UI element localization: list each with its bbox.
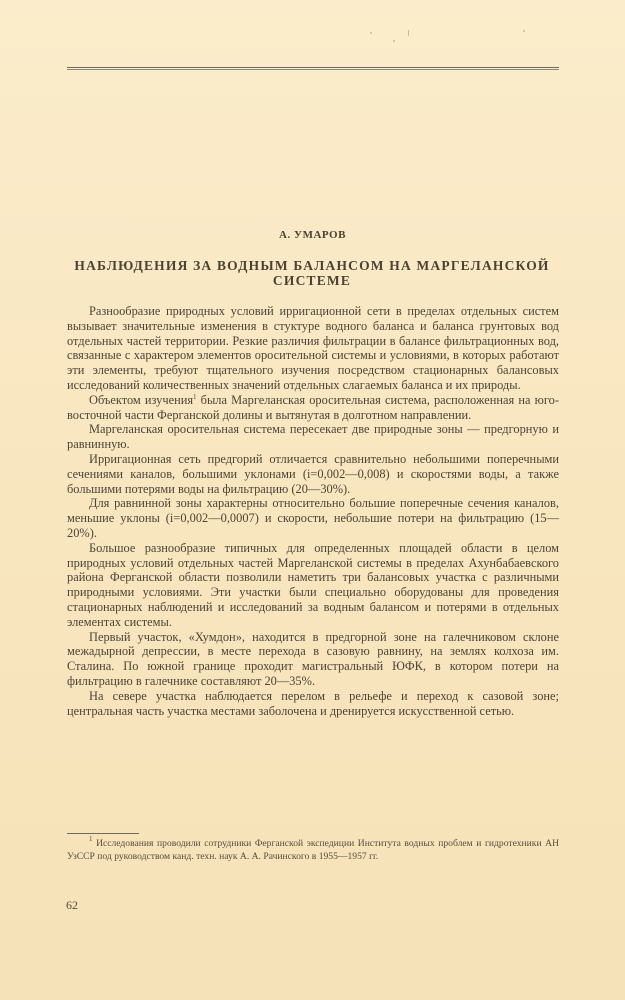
footnote (67, 835, 559, 864)
article-title-line-2: СИСТЕМЕ (272, 273, 352, 288)
paragraph: На севере участка наблюдается перелом в рельефе и переход к сазовой зоне; центральная часть участка местами заболочена и дренируется искусственной сетью. (67, 688, 559, 718)
paper-speck (408, 30, 409, 36)
article-author: А. УМАРОВ (279, 229, 346, 241)
paragraph: Маргеланская оросительная система пересекает две природные зоны — предгорную и равнинную. (67, 422, 559, 452)
paragraph: Большое разнообразие типичных для определенных площадей области в целом природных условий отдельных частей Маргеланской системы в пределах Ахунбабаевского района Ферганской области позволили наметить три балансовых участка с различными природными условиями. Эти участки были специально оборудованы для проведения стационарных наблюдений и исследований за водным балансом и потерями в отдельных элементах системы. (67, 540, 559, 629)
article-title (62, 258, 562, 288)
paragraph-text: Объектом изучения (89, 392, 194, 407)
paragraph-object (67, 393, 559, 423)
footnote-body: Исследования проводили сотрудники Ферганской экспедиции Института водных проблем и гидротехники АН УзССР под руководством канд. техн. наук А. А. Рачинского в 1955—1957 гг. (67, 838, 559, 862)
paper-speck (370, 32, 372, 34)
page-number: 62 (66, 898, 78, 912)
paragraph: Первый участок, «Хумдон», находится в предгорной зоне на галечниковом склоне межадырной депрессии, в месте перехода в сазовую равнину, на землях колхоза им. Сталина. По южной границе проходит магистральный ЮФК, в котором потери на фильтрацию в галечнике составляют 20—35%. (67, 629, 559, 688)
paragraph-text: была Маргеланская оросительная система, расположенная на юго-восточной части Ферганской долины и вытянутая в долготном направлении. (67, 392, 559, 422)
footnote-marker: 1 (89, 835, 93, 843)
footnote-text (67, 835, 559, 864)
article-body (67, 304, 559, 718)
footnote-reference[interactable]: 1 (193, 392, 197, 401)
paragraph: Для равнинной зоны характерны относительно большие поперечные сечения каналов, меньшие уклоны (i=0,002—0,0007) и скорости, небольшие потери на фильтрацию (15—20%). (67, 496, 559, 540)
paper-speck (523, 30, 525, 32)
paragraph: Разнообразие природных условий ирригационной сети в пределах отдельных систем вызывает значительные изменения в стуктуре водного баланса и баланса грунтовых вод отдельных частей территории. Резкие различия фильтрации в балансе фильтрационных вод, связанные с характером элементов оросительной системы и условиями, в которых работают эти элементы, требуют тщательного изучения посредством стационарных балансовых исследований количественных значений отдельных слагаемых баланса и их природы. (67, 304, 559, 392)
header-rule (67, 67, 559, 70)
paper-speck (393, 40, 395, 42)
paragraph: Ирригационная сеть предгорий отличается сравнительно небольшими поперечными сечениями каналов, большими уклонами (i=0,002—0,008) и скоростями воды, а также большими потерями воды на фильтрацию (20—30%). (67, 451, 559, 496)
footnote-rule (67, 833, 139, 834)
article-title-line-1: НАБЛЮДЕНИЯ ЗА ВОДНЫМ БАЛАНСОМ НА МАРГЕЛАНСКОЙ (74, 258, 550, 273)
